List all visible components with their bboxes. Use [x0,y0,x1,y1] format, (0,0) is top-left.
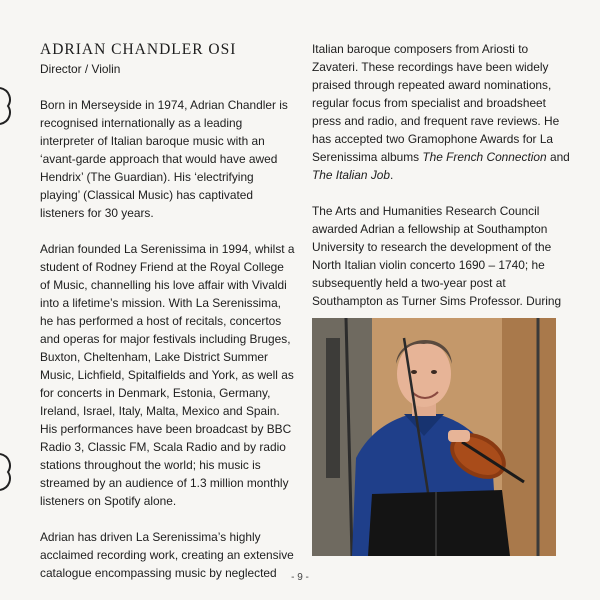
album-title-italian-job: The Italian Job [312,168,390,182]
binding-ring-top [0,86,14,126]
bio-paragraph-5: The Arts and Humanities Research Council awarded Adrian a fellowship at Southampton University to research the development of the North Italian violin concerto 1690 – 1740; he subsequently held a two-year post at Southampton as Turner Sims Professor. During [312,204,562,308]
portrait-photo [312,318,556,556]
bio-paragraph-4-text: Italian baroque composers from Ariosti to Zavateri. These recordings have been widely praised through repeated award nominations, regular focus from specialist and broadsheet press and radio, and frequent rave reviews. He has accepted two Gramophone Awards for La Serenissima albums [312,42,560,164]
left-column [40,40,295,600]
artist-name-heading: ADRIAN CHANDLER OSI [40,41,237,58]
artist-role: Director / Violin [40,62,121,76]
paragraph-end-punctuation: . [390,168,394,182]
page-number: - 9 - [291,572,309,583]
bio-paragraph-4 [312,40,570,184]
bio-paragraph-1: Born in Merseyside in 1974, Adrian Chandler is recognised internationally as a leading interpreter of Italian baroque music with an ‘avant-garde approach that would have awed Hendrix’ (The Guardian). His ‘electrifying playing’ (Classical Music) has captivated listeners for 30 years. [40,98,288,220]
bio-paragraph-3: Adrian has driven La Serenissima’s highly acclaimed recording work, creating an extensive catalogue encompassing music by neglected [40,530,294,580]
binding-ring-bottom [0,452,14,492]
album-title-french-connection: The French Connection [422,150,547,164]
bio-paragraph-2: Adrian founded La Serenissima in 1994, whilst a student of Rodney Friend at the Royal College of Music, channelling his love affair with Vivaldi into a lifetime’s mission. With La Serenissima, he has performed a host of recitals, concertos and operas for major festivals including Bruges, Buxton, Cheltenham, Lake District Summer Music, Lichfield, Spitalfields and York, as well as for concerts in Denmark, Estonia, Germany, Ireland, Israel, Italy, Malta, Mexico and Spain. His performances have been broadcast by BBC Radio 3, Classic FM, Scala Radio and by radio stations throughout the world; his music is streamed by an audience of 1.3 million monthly listeners on Spotify alone. [40,242,295,508]
right-column [312,40,570,328]
portrait-illustration [312,318,556,556]
album-conjunction: and [549,150,570,164]
